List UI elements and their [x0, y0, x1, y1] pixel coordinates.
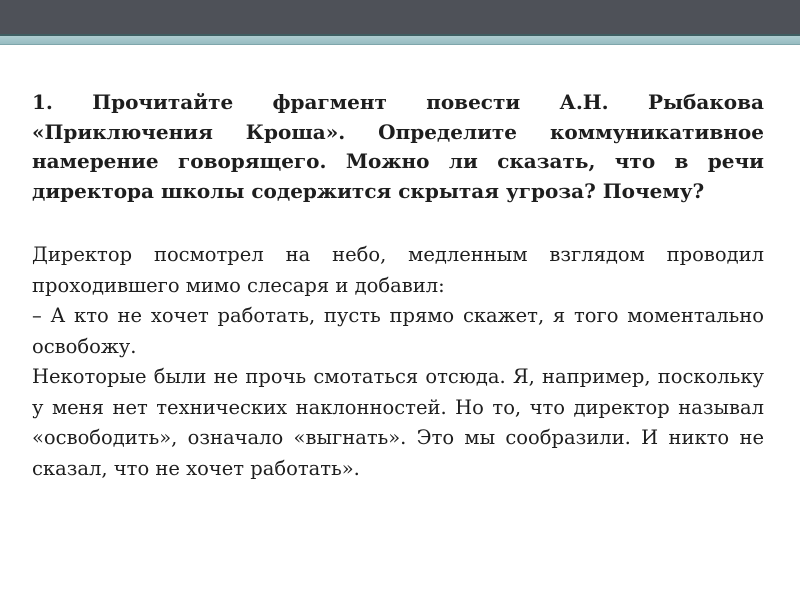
header-accent-band	[0, 36, 800, 44]
excerpt-dialogue-line: – А кто не хочет работать, пусть прямо скажет, я того моментально освобожу.	[32, 304, 764, 358]
header-bar	[0, 0, 800, 34]
slide-content	[32, 88, 764, 484]
excerpt-paragraph-2: Некоторые были не прочь смотаться отсюда. Я, например, поскольку у меня нет технических наклонностей. Но то, что директор называл «освободить», означало «выгнать». Это мы сообразили. И никто не сказал, что не хочет работать».	[32, 365, 764, 480]
spacer	[32, 206, 764, 240]
task-question: 1. Прочитайте фрагмент повести А.Н. Рыбакова «Приключения Кроша». Определите коммуникативное намерение говорящего. Можно ли сказать, что в речи директора школы содержится скрытая угроза? Почему?	[32, 90, 764, 203]
header-accent-line	[0, 44, 800, 45]
excerpt-paragraph-1: Директор посмотрел на небо, медленным взглядом проводил проходившего мимо слесаря и добавил:	[32, 243, 764, 297]
